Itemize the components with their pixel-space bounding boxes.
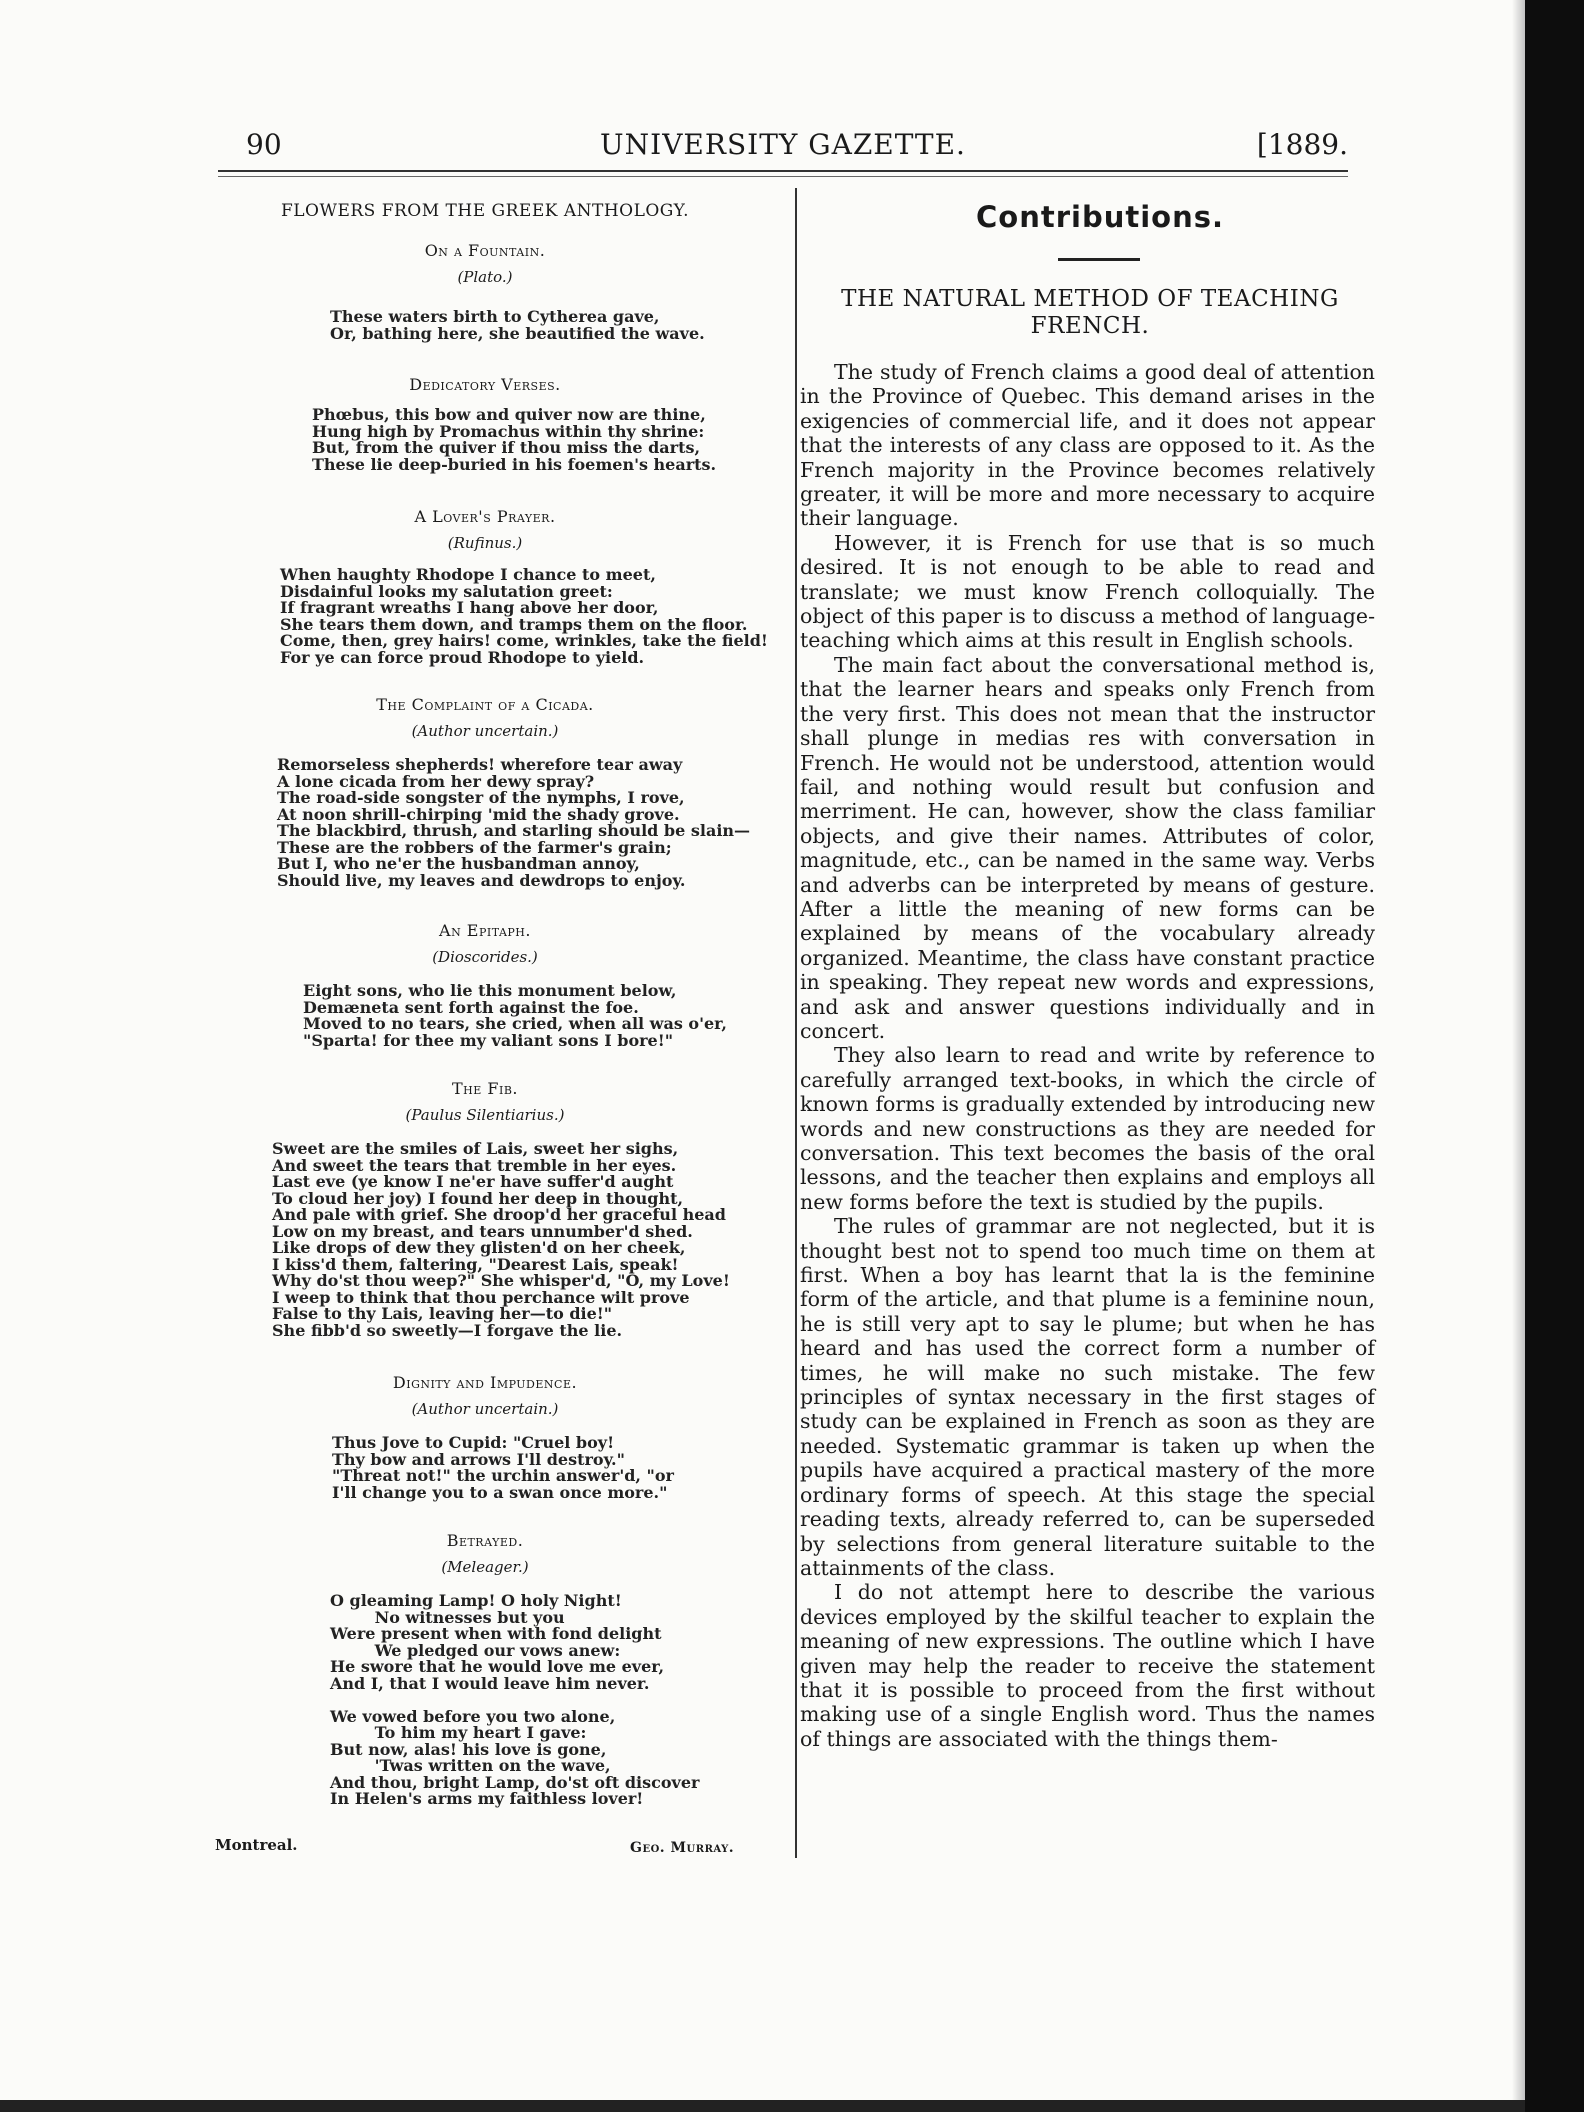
poem-heading xyxy=(215,1079,755,1124)
poem-text: Sweet are the smiles of Lais, sweet her sighs, And sweet the tears that tremble in her eyes. Last eve (ye know I ne'er have suffer'd aught To cloud her joy) I found her deep in thought, And pale with grief. She droop'd her graceful head Low on my breast, and tears unnumber'd shed. Like drops of dew they glisten'd on her cheek, I kiss'd them, faltering, "Dearest Lais, speak! Why do'st thou weep?" She whisper'd, "O, my Love! I weep to think that thou perchance wilt prove False to thy Lais, leaving her—to die!" She fibb'd so sweetly—I forgave the lie. xyxy=(272,1139,730,1340)
scan-border xyxy=(0,2100,1525,2112)
section-title: Contributions. xyxy=(975,200,1224,234)
poem-title: Betrayed. xyxy=(446,1531,524,1550)
poem-title: A Lover's Prayer. xyxy=(414,507,556,526)
poem-title: The Fib. xyxy=(452,1079,518,1098)
poem-title: On a Fountain. xyxy=(424,241,546,260)
signature-name: Geo. Murray. xyxy=(630,1840,735,1856)
article-body xyxy=(800,360,1375,1751)
poem-author: (Author uncertain.) xyxy=(411,1400,559,1418)
poem-heading xyxy=(215,1531,755,1576)
signature-place: Montreal. xyxy=(215,1836,298,1854)
poem-author: (Meleager.) xyxy=(441,1558,529,1576)
journal-title: UNIVERSITY GAZETTE. xyxy=(600,128,966,161)
anthology-title: FLOWERS FROM THE GREEK ANTHOLOGY. xyxy=(280,201,690,221)
poem-heading xyxy=(215,241,755,286)
poem-title: An Epitaph. xyxy=(439,921,531,940)
paragraph: However, it is French for use that is so much desired. It is not enough to be able to read and translate; we must know French colloquially. The object of this paper is to discuss a method of language-teaching which aims at this result in English schools. xyxy=(800,530,1375,653)
poem-author: (Paulus Silentiarius.) xyxy=(405,1106,565,1124)
poem-text: Eight sons, who lie this monument below, Demæneta sent forth against the foe. Moved to no tears, she cried, when all was o'er, "Sparta! for thee my valiant sons I bore!" xyxy=(303,981,727,1050)
article-title-line: THE NATURAL METHOD OF TEACHING xyxy=(841,286,1339,312)
poem-text: Phœbus, this bow and quiver now are thine, Hung high by Promachus within thy shrine: But, from the quiver if thou miss the darts, These lie deep-buried in his foemen's hearts. xyxy=(312,405,717,474)
page-number: 90 xyxy=(246,128,282,161)
poem-title: The Complaint of a Cicada. xyxy=(376,695,594,714)
header-rule xyxy=(218,170,1348,172)
paragraph: The study of French claims a good deal of attention in the Province of Quebec. This demand arises in the exigencies of commercial life, and it does not appear that the interests of any class are opposed to it. As the French majority in the Province becomes relatively greater, it will be more and more necessary to acquire their language. xyxy=(800,360,1375,531)
poem-text: O gleaming Lamp! O holy Night! No witnesses but you Were present when with fond delight We pledged our vows anew: He swore that he would love me ever, And I, that I would leave him never. We vowed before you two alone, To him my heart I gave: But now, alas! his love is gone, 'Twas written on the wave, And thou, bright Lamp, do'st oft discover In Helen's arms my faithless lover! xyxy=(330,1591,700,1808)
poem-heading xyxy=(215,921,755,966)
poem-text: These waters birth to Cytherea gave, Or, bathing here, she beautified the wave. xyxy=(330,307,705,343)
article-title xyxy=(820,286,1360,340)
poem-author: (Rufinus.) xyxy=(447,534,523,552)
paragraph: I do not attempt here to describe the various devices employed by the skilful teacher to explain the meaning of new expressions. The outline which I have given may help the reader to receive the statement that it is possible to proceed from the first without making use of a single English word. Thus the names of things are associated with the things them- xyxy=(800,1580,1375,1751)
section-rule xyxy=(1058,258,1140,261)
article-title-line: FRENCH. xyxy=(1030,313,1150,339)
paragraph: The rules of grammar are not neglected, but it is thought best not to spend too much time on them at first. When a boy has learnt that la is the feminine form of the article, and that plume is a feminine noun, he is still very apt to say le plume; but when he has heard and has used the correct form a number of times, he will make no such mistake. The few principles of syntax necessary in the first stages of study can be explained in French as soon as they are needed. Systematic grammar is taken up when the pupils have acquired a practical mastery of the more ordinary forms of speech. At this stage the special reading texts, already referred to, can be superseded by selections from general literature suitable to the attainments of the class. xyxy=(800,1214,1375,1580)
column-divider xyxy=(795,188,797,1858)
poem-title: Dignity and Impudence. xyxy=(392,1373,578,1392)
paragraph: They also learn to read and write by reference to carefully arranged text-books, in which the circle of known forms is gradually extended by introducing new words and new constructions as they are needed for conversation. This text becomes the basis of the oral lessons, and the teacher then explains and employs all new forms before the text is studied by the pupils. xyxy=(800,1043,1375,1214)
book-binding xyxy=(1525,0,1584,2112)
paragraph: The main fact about the conversational method is, that the learner hears and speaks only French from the very first. This does not mean that the instructor shall plunge in medias res with conversation in French. He would not be understood, attention would fail, and nothing would result but confusion and merriment. He can, however, show the class familiar objects, and give their names. Attributes of color, magnitude, etc., can be named in the same way. Verbs and adverbs can be interpreted by means of gesture. After a little the meaning of new forms can be explained by means of the vocabulary already organized. Meantime, the class have constant practice in speaking. They repeat new words and expressions, and ask and answer questions individually and in concert. xyxy=(800,652,1375,1043)
page-edge-shadow xyxy=(1512,0,1526,2112)
poem-author: (Author uncertain.) xyxy=(411,722,559,740)
poem-text: When haughty Rhodope I chance to meet, Disdainful looks my salutation greet: If fragrant wreaths I hang above her door, She tears them down, and tramps them on the floor. Come, then, grey hairs! come, wrinkles, take the field! For ye can force proud Rhodope to yield. xyxy=(280,565,768,667)
year: [1889. xyxy=(1256,128,1348,161)
poem-author: (Plato.) xyxy=(457,268,513,286)
poem-heading xyxy=(215,695,755,740)
poem-heading xyxy=(215,507,755,552)
poem-heading xyxy=(215,375,755,394)
poem-title: Dedicatory Verses. xyxy=(409,375,561,394)
running-header xyxy=(218,128,1348,172)
poem-text: Remorseless shepherds! wherefore tear away A lone cicada from her dewy spray? The road-side songster of the nymphs, I rove, At noon shrill-chirping 'mid the shady grove. The blackbird, thrush, and starling should be slain— These are the robbers of the farmer's grain; But I, who ne'er the husbandman annoy, Should live, my leaves and dewdrops to enjoy. xyxy=(277,755,751,890)
header-rule-thin xyxy=(218,176,1348,177)
poem-text: Thus Jove to Cupid: "Cruel boy! Thy bow and arrows I'll destroy." "Threat not!" the urchin answer'd, "or I'll change you to a swan once more." xyxy=(332,1433,674,1502)
poem-author: (Dioscorides.) xyxy=(432,948,538,966)
poem-heading xyxy=(215,1373,755,1418)
